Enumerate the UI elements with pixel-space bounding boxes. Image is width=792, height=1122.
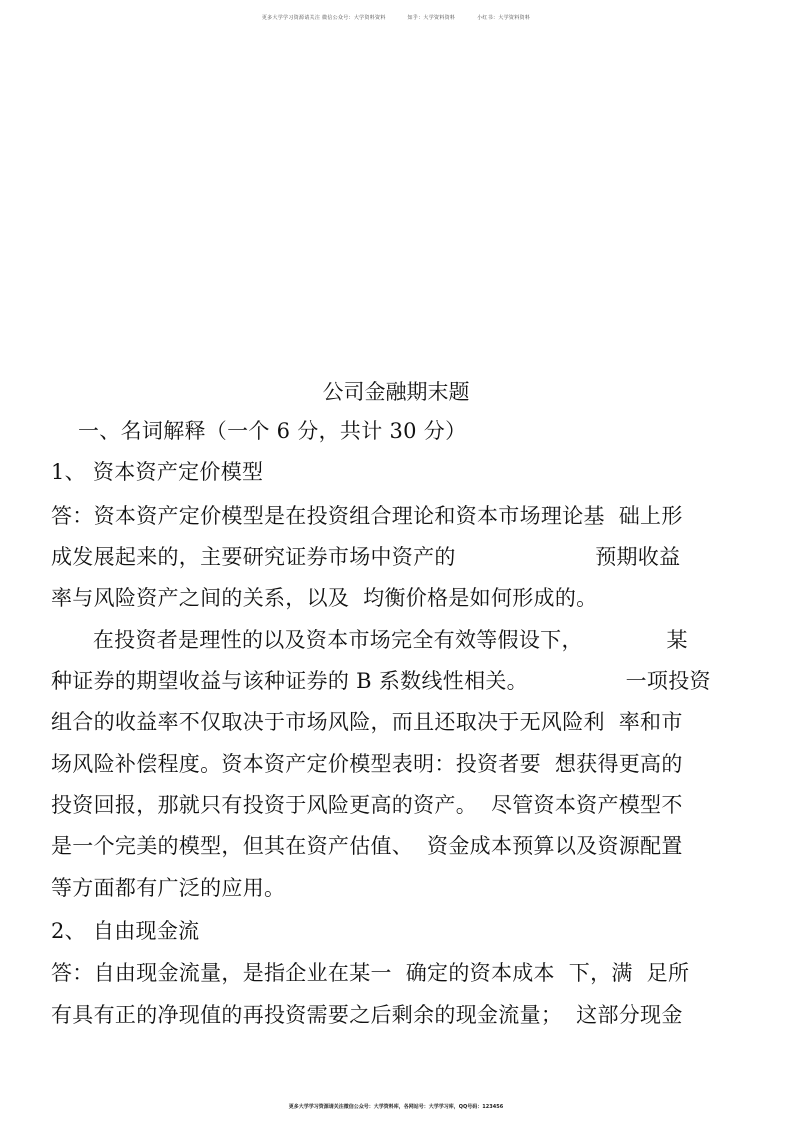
- term-heading: 1、 资本资产定价模型: [51, 460, 264, 484]
- page-footer: 更多大学学习资源请关注微信公众号：大学资料库，各网站号：大学学习库，QQ号码：123456: [288, 1104, 504, 1110]
- document-title: 公司金融期末题: [322, 380, 470, 404]
- paragraph-line: 答：自由现金流量，是指企业在某一 确定的资本成本 下，满 足所: [51, 961, 690, 985]
- paragraph-line: 等方面都有广泛的应用。: [51, 876, 286, 900]
- paragraph-line: 成发展起来的，主要研究证券市场中资产的 预期收益: [51, 545, 681, 569]
- paragraph-line: 种证券的期望收益与该种证券的 B 系数线性相关。 一项投资: [51, 669, 711, 693]
- section-heading: 一、名词解释（一个 6 分，共计 30 分）: [78, 419, 467, 443]
- paragraph-line: 答：资本资产定价模型是在投资组合理论和资本市场理论基 础上形: [51, 504, 683, 528]
- paragraph-line: 率与风险资产之间的关系，以及 均衡价格是如何形成的。: [51, 586, 598, 610]
- page-header: [0, 14, 792, 21]
- term-heading: 2、 自由现金流: [51, 919, 200, 943]
- paragraph-line: 有具有正的净现值的再投资需要之后剩余的现金流量； 这部分现金: [51, 1003, 683, 1027]
- paragraph-line: 投资回报，那就只有投资于风险更高的资产。 尽管资本资产模型不: [51, 793, 683, 817]
- header-item: 小红书：大学资料资料: [477, 15, 531, 21]
- header-item: 知乎：大学资料资料: [407, 15, 456, 21]
- paragraph-line: 场风险补偿程度。资本资产定价模型表明：投资者要 想获得更高的: [51, 752, 683, 776]
- paragraph-line: 组合的收益率不仅取决于市场风险，而且还取决于无风险利 率和市: [51, 710, 683, 734]
- paragraph-line: 在投资者是理性的以及资本市场完全有效等假设下， 某: [51, 628, 688, 652]
- paragraph-line: 是一个完美的模型，但其在资产估值、 资金成本预算以及资源配置: [51, 834, 683, 858]
- header-item: 更多大学学习资源请关注 微信公众号：大学资料资料: [261, 15, 386, 21]
